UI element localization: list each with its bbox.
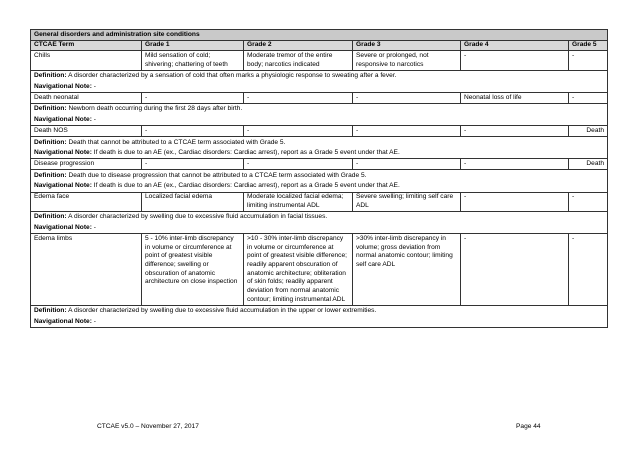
grade-3-cell: Severe or prolonged, not responsive to narcotics [353, 51, 461, 70]
table-title: General disorders and administration site conditions [31, 30, 608, 41]
grade-4-cell: - [461, 159, 569, 170]
grade-5-cell: - [569, 51, 608, 70]
grade-5-cell: - [569, 192, 608, 211]
definition-text: Death that cannot be attributed to a CTCAE term associated with Grade 5. [68, 138, 286, 146]
grade-2-cell: - [244, 93, 353, 104]
grade-3-cell: - [353, 93, 461, 104]
header-ctcae-term: CTCAE Term [31, 40, 142, 51]
term-cell: Chills [31, 51, 142, 70]
nav-note-label: Navigational Note: [34, 115, 92, 123]
definition-cell [31, 170, 608, 182]
nav-note-label: Navigational Note: [34, 317, 92, 325]
grade-4-cell: Neonatal loss of life [461, 93, 569, 104]
definition-row [31, 211, 608, 223]
ctcae-table [30, 29, 608, 328]
footer-version: CTCAE v5.0 – November 27, 2017 [97, 423, 199, 430]
nav-note-row [31, 181, 608, 192]
definition-label: Definition: [34, 72, 67, 80]
grade-1-cell: - [142, 126, 244, 137]
grade-2-cell: - [244, 126, 353, 137]
grade-2-cell: Moderate tremor of the entire body; narcotics indicated [244, 51, 353, 70]
definition-cell [31, 103, 608, 115]
grade-4-cell: - [461, 234, 569, 306]
term-cell: Death neonatal [31, 93, 142, 104]
table-title-row [31, 30, 608, 41]
term-cell: Edema face [31, 192, 142, 211]
nav-note-cell [31, 115, 608, 126]
term-cell: Edema limbs [31, 234, 142, 306]
header-grade-5: Grade 5 [569, 40, 608, 51]
nav-note-text: If death is due to an AE (ex., Cardiac disorders: Cardiac arrest), report as a Grade 5 event under that AE. [93, 148, 400, 156]
table-header-row [31, 40, 608, 51]
grade-4-cell: - [461, 192, 569, 211]
grade-2-cell: - [244, 159, 353, 170]
grade-1-cell: - [142, 159, 244, 170]
term-cell: Disease progression [31, 159, 142, 170]
grade-1-cell: Mild sensation of cold; shivering; chattering of teeth [142, 51, 244, 70]
definition-text: A disorder characterized by swelling due to excessive fluid accumulation in facial tissues. [68, 213, 328, 221]
definition-row [31, 305, 608, 317]
definition-cell [31, 70, 608, 82]
table-row [31, 192, 608, 211]
definition-label: Definition: [34, 138, 67, 146]
footer-page-number: Page 44 [516, 423, 541, 430]
table-row [31, 159, 608, 170]
grade-3-cell: - [353, 126, 461, 137]
grade-4-cell: - [461, 126, 569, 137]
definition-label: Definition: [34, 171, 67, 179]
nav-note-cell [31, 223, 608, 234]
grade-5-cell: Death [569, 126, 608, 137]
nav-note-row [31, 82, 608, 93]
nav-note-text: - [93, 317, 96, 325]
nav-note-row [31, 223, 608, 234]
header-grade-1: Grade 1 [142, 40, 244, 51]
grade-5-cell: Death [569, 159, 608, 170]
grade-2-cell: >10 - 30% inter-limb discrepancy in volume or circumference at point of greatest visible difference; readily apparent obscuration of anatomic architecture; obliteration of skin folds; readily apparent deviation from normal anatomic contour; limiting instrumental ADL [244, 234, 353, 306]
table-row [31, 51, 608, 70]
grade-4-cell: - [461, 51, 569, 70]
nav-note-cell [31, 148, 608, 159]
definition-row [31, 70, 608, 82]
definition-label: Definition: [34, 213, 67, 221]
grade-1-cell: - [142, 93, 244, 104]
table-row [31, 126, 608, 137]
grade-2-cell: Moderate localized facial edema; limiting instrumental ADL [244, 192, 353, 211]
definition-text: Death due to disease progression that cannot be attributed to a CTCAE term associated with Grade 5. [68, 171, 367, 179]
definition-row [31, 103, 608, 115]
grade-3-cell: >30% inter-limb discrepancy in volume; gross deviation from normal anatomic contour; limiting self care ADL [353, 234, 461, 306]
grade-5-cell: - [569, 234, 608, 306]
definition-cell [31, 211, 608, 223]
definition-text: A disorder characterized by a sensation of cold that often marks a physiologic response to sweating after a fever. [68, 72, 397, 80]
nav-note-cell [31, 181, 608, 192]
definition-text: A disorder characterized by swelling due to excessive fluid accumulation in the upper or lower extremities. [68, 307, 377, 315]
header-grade-4: Grade 4 [461, 40, 569, 51]
table-row [31, 234, 608, 306]
nav-note-text: If death is due to an AE (ex., Cardiac disorders: Cardiac arrest), report as a Grade 5 event under that AE. [93, 181, 400, 189]
header-grade-3: Grade 3 [353, 40, 461, 51]
definition-cell [31, 137, 608, 149]
definition-row [31, 137, 608, 149]
grade-5-cell: - [569, 93, 608, 104]
nav-note-text: - [93, 115, 96, 123]
definition-text: Newborn death occurring during the first 28 days after birth. [68, 105, 243, 113]
ctcae-page [30, 29, 607, 328]
nav-note-row [31, 115, 608, 126]
definition-label: Definition: [34, 105, 67, 113]
definition-cell [31, 305, 608, 317]
nav-note-cell [31, 317, 608, 328]
definition-row [31, 170, 608, 182]
nav-note-label: Navigational Note: [34, 148, 92, 156]
grade-1-cell: Localized facial edema [142, 192, 244, 211]
header-grade-2: Grade 2 [244, 40, 353, 51]
table-row [31, 93, 608, 104]
nav-note-text: - [93, 223, 96, 231]
nav-note-label: Navigational Note: [34, 82, 92, 90]
grade-3-cell: - [353, 159, 461, 170]
nav-note-row [31, 317, 608, 328]
nav-note-cell [31, 82, 608, 93]
grade-3-cell: Severe swelling; limiting self care ADL [353, 192, 461, 211]
grade-1-cell: 5 - 10% inter-limb discrepancy in volume or circumference at point of greatest visible difference; swelling or obscuration of anatomic architecture on close inspection [142, 234, 244, 306]
term-cell: Death NOS [31, 126, 142, 137]
nav-note-label: Navigational Note: [34, 223, 92, 231]
definition-label: Definition: [34, 307, 67, 315]
nav-note-label: Navigational Note: [34, 181, 92, 189]
nav-note-row [31, 148, 608, 159]
nav-note-text: - [93, 82, 96, 90]
